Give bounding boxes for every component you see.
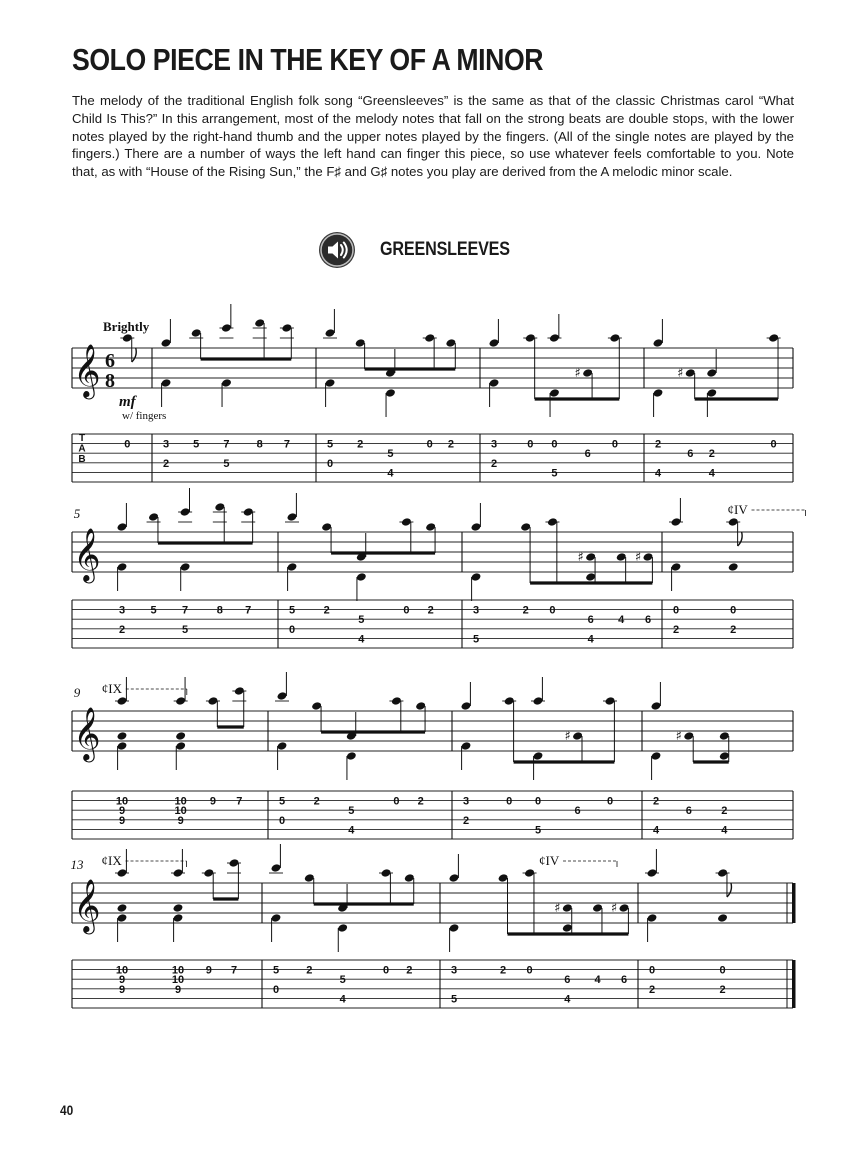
- tab-fret-number: 0: [611, 438, 618, 451]
- measure: [323, 309, 456, 479]
- tab-fret-number: 6: [584, 448, 591, 461]
- staff-system: [72, 672, 793, 839]
- tab-fret-number: 2: [730, 623, 737, 636]
- measure: [115, 677, 246, 827]
- tab-fret-number: 2: [719, 983, 726, 996]
- notehead: [117, 913, 128, 923]
- tab-fret-number: 9: [118, 974, 126, 987]
- notehead: [671, 562, 682, 572]
- tab-fret-number: 2: [447, 438, 454, 451]
- sharp-sign: ♯: [675, 729, 682, 744]
- notehead: [616, 552, 627, 562]
- notehead: [277, 691, 288, 701]
- notehead: [346, 751, 357, 761]
- tab-fret-number: 0: [527, 438, 534, 451]
- tab-fret-number: 0: [549, 604, 556, 617]
- tab-fret-number: 5: [450, 993, 458, 1006]
- measure-number: 9: [73, 685, 81, 700]
- music-score: [0, 300, 864, 1020]
- tab-fret-number: 4: [618, 614, 625, 627]
- notehead: [254, 318, 265, 328]
- notehead: [271, 863, 282, 873]
- tab-fret-number: 4: [721, 824, 728, 837]
- notehead: [533, 751, 544, 761]
- tab-fret-number: 9: [209, 795, 216, 808]
- tab-fret-number: 4: [594, 974, 601, 987]
- tab-fret-number: 0: [272, 983, 280, 996]
- tab-clef-letter: B: [78, 454, 86, 465]
- staff-system: [72, 488, 806, 648]
- tab-fret-number: 5: [193, 438, 200, 451]
- notehead: [325, 328, 336, 338]
- notehead: [706, 368, 717, 378]
- notehead: [653, 338, 664, 348]
- notehead: [471, 572, 482, 582]
- tab-fret-number: 0: [526, 964, 533, 977]
- tab-fret-number: 3: [118, 604, 126, 617]
- sharp-sign: ♯: [610, 901, 618, 916]
- intro-paragraph: The melody of the traditional English folk song “Greensleeves” is the same as that of the classic Christmas carol “What Child Is This?” In this arrangement, most of the melody notes that fall on the strong beats are double stops, with the lower notes played by the right-hand thumb and the upper notes played by the fingers. (All of the single notes are played by the fingers.) There are a number of ways the left hand can finger this piece, so use whatever feels comfortable to you. Note that, as with “House of the Rising Sun,” the F♯ and G♯ notes you play are derived from the A melodic minor scale.: [72, 93, 794, 180]
- tab-fret-number: 10: [174, 805, 187, 818]
- measure: [651, 682, 730, 836]
- notehead: [498, 873, 509, 883]
- tab-fret-number: 5: [551, 467, 558, 480]
- tab-fret-number: 2: [406, 964, 413, 977]
- tab-clef-letter: T: [78, 433, 86, 444]
- notehead: [717, 913, 728, 923]
- note-flag: [132, 348, 137, 362]
- tab-fret-number: 4: [358, 633, 365, 646]
- notehead: [619, 903, 630, 913]
- measure: [120, 333, 136, 450]
- tab-fret-number: 2: [313, 795, 320, 808]
- tab-fret-number: 5: [348, 805, 355, 818]
- tab-fret-number: 9: [174, 983, 182, 996]
- tab-fret-number: 4: [708, 467, 715, 480]
- tab-fret-number: 6: [620, 974, 628, 987]
- notehead: [685, 368, 696, 378]
- notehead: [117, 731, 128, 741]
- notehead: [647, 913, 658, 923]
- tab-fret-number: 0: [719, 964, 726, 977]
- tempo-marking: Brightly: [103, 319, 150, 334]
- staff-system: [72, 304, 793, 482]
- tab-fret-number: 2: [654, 438, 662, 451]
- measure: [269, 844, 415, 1005]
- tab-fret-number: 9: [177, 814, 184, 827]
- tab-fret-number: 2: [672, 623, 680, 636]
- treble-clef: 𝄞: [73, 527, 101, 581]
- tab-fret-number: 5: [326, 438, 334, 451]
- tab-fret-number: 5: [150, 604, 157, 617]
- barre-marking: ¢IV: [727, 502, 748, 517]
- tab-fret-number: 0: [506, 795, 513, 808]
- tab-fret-number: 0: [382, 964, 390, 977]
- barre-marking: ¢IX: [101, 853, 122, 868]
- tab-fret-number: 5: [182, 623, 189, 636]
- notehead: [449, 923, 460, 933]
- notehead: [585, 572, 596, 582]
- treble-clef: 𝄞: [73, 706, 101, 760]
- tab-fret-number: 5: [387, 448, 394, 461]
- tab-fret-number: 5: [278, 795, 286, 808]
- tab-fret-number: 2: [490, 457, 498, 470]
- sharp-sign: ♯: [577, 550, 584, 565]
- notehead: [191, 328, 202, 338]
- notehead: [173, 903, 184, 913]
- tab-fret-number: 4: [564, 993, 571, 1006]
- tab-fret-number: 8: [216, 604, 223, 617]
- tab-fret-number: 2: [652, 795, 660, 808]
- tab-fret-number: 0: [672, 604, 680, 617]
- sharp-sign: ♯: [574, 366, 581, 381]
- notehead: [117, 741, 128, 751]
- notehead: [175, 731, 186, 741]
- notehead: [582, 368, 593, 378]
- final-barline: [792, 960, 796, 1008]
- tab-fret-number: 5: [288, 604, 296, 617]
- barre-marking: ¢IV: [539, 853, 560, 868]
- measure: [461, 677, 617, 836]
- notehead: [719, 731, 730, 741]
- tab-fret-number: 6: [587, 614, 594, 627]
- notehead: [562, 903, 573, 913]
- notehead: [651, 701, 662, 711]
- measure-number: 13: [70, 857, 84, 872]
- page-number: 40: [60, 1102, 74, 1118]
- tab-fret-number: 7: [245, 604, 252, 617]
- tab-fret-number: 5: [534, 824, 542, 837]
- tab-fret-number: 9: [118, 814, 126, 827]
- notehead: [148, 512, 159, 522]
- measure: [669, 498, 742, 636]
- tab-fret-number: 2: [721, 805, 728, 818]
- song-header: [318, 230, 533, 270]
- notehead: [355, 338, 366, 348]
- tab-fret-number: 0: [403, 604, 410, 617]
- measure: [489, 314, 622, 479]
- notehead: [445, 338, 456, 348]
- notehead: [449, 873, 460, 883]
- notehead: [461, 741, 472, 751]
- tab-fret-number: 4: [654, 467, 662, 480]
- notehead: [562, 923, 573, 933]
- notehead: [415, 701, 426, 711]
- tab-fret-number: 4: [587, 633, 594, 646]
- notehead: [161, 338, 172, 348]
- speaker-icon[interactable]: [318, 231, 356, 269]
- notehead: [287, 562, 298, 572]
- tab-fret-number: 10: [115, 795, 129, 808]
- notehead: [728, 562, 739, 572]
- tab-fret-number: 5: [358, 614, 365, 627]
- notehead: [425, 522, 436, 532]
- measure: [115, 849, 241, 996]
- tab-fret-number: 2: [500, 964, 507, 977]
- note-flag: [738, 532, 743, 546]
- tab-fret-number: 6: [574, 805, 581, 818]
- notehead: [161, 378, 172, 388]
- sharp-sign: ♯: [634, 550, 642, 565]
- tab-fret-number: 9: [118, 983, 126, 996]
- tab-fret-number: 5: [272, 964, 280, 977]
- tab-fret-number: 4: [339, 993, 346, 1006]
- notehead: [572, 731, 583, 741]
- tab-fret-number: 6: [687, 448, 694, 461]
- notehead: [653, 388, 664, 398]
- tab-fret-number: 2: [417, 795, 424, 808]
- tab-fret-number: 3: [490, 438, 498, 451]
- notehead: [304, 873, 315, 883]
- measure: [653, 319, 781, 479]
- tab-fret-number: 7: [223, 438, 230, 451]
- notehead: [117, 522, 128, 532]
- dynamic-marking: mf: [119, 394, 136, 410]
- notehead: [221, 378, 232, 388]
- tab-fret-number: 2: [522, 604, 529, 617]
- barre-marking: ¢IX: [101, 681, 123, 696]
- tab-clef-letter: A: [78, 443, 86, 455]
- notehead: [520, 522, 531, 532]
- notehead: [643, 552, 654, 562]
- notehead: [180, 562, 191, 572]
- notehead: [651, 751, 662, 761]
- tab-fret-number: 3: [450, 964, 458, 977]
- notehead: [117, 903, 128, 913]
- tab-fret-number: 5: [223, 457, 230, 470]
- final-barline: [792, 883, 796, 923]
- tab-fret-number: 2: [708, 448, 715, 461]
- tab-fret-number: 0: [770, 438, 777, 451]
- tab-fret-number: 0: [124, 438, 131, 451]
- measure: [161, 304, 294, 470]
- tab-fret-number: 3: [472, 604, 480, 617]
- notehead: [489, 378, 500, 388]
- tab-fret-number: 2: [462, 814, 470, 827]
- time-signature-bottom: 8: [105, 370, 115, 392]
- tab-fret-number: 9: [118, 805, 126, 818]
- notehead: [337, 923, 348, 933]
- notehead: [719, 751, 730, 761]
- tab-fret-number: 2: [162, 457, 170, 470]
- measure: [285, 493, 436, 645]
- tab-fret-number: 2: [118, 623, 126, 636]
- tab-fret-number: 6: [564, 974, 571, 987]
- tab-fret-number: 3: [462, 795, 470, 808]
- notehead: [585, 552, 596, 562]
- measure: [471, 503, 654, 645]
- tab-fret-number: 10: [171, 964, 185, 977]
- tab-fret-number: 6: [644, 614, 652, 627]
- measure: [645, 849, 731, 996]
- tab-fret-number: 2: [427, 604, 434, 617]
- tab-fret-number: 10: [171, 974, 185, 987]
- treble-clef: 𝄞: [73, 878, 101, 932]
- notehead: [706, 388, 717, 398]
- tab-fret-number: 9: [205, 964, 212, 977]
- technique-label: w/ fingers: [122, 410, 167, 422]
- tab-fret-number: 2: [648, 983, 656, 996]
- notehead: [277, 741, 288, 751]
- notehead: [404, 873, 415, 883]
- notehead: [271, 913, 282, 923]
- tab-fret-number: 7: [182, 604, 189, 617]
- notehead: [471, 522, 482, 532]
- notehead: [489, 338, 500, 348]
- tab-fret-number: 7: [236, 795, 243, 808]
- notehead: [117, 562, 128, 572]
- notehead: [461, 701, 472, 711]
- tab-fret-number: 0: [648, 964, 656, 977]
- notehead: [325, 378, 336, 388]
- tab-fret-number: 2: [306, 964, 313, 977]
- notehead: [321, 522, 332, 532]
- tab-fret-number: 10: [174, 795, 187, 808]
- tab-fret-number: 0: [551, 438, 558, 451]
- tab-fret-number: 7: [230, 964, 238, 977]
- tab-fret-number: 0: [288, 623, 296, 636]
- tab-fret-number: 0: [606, 795, 614, 808]
- sharp-sign: ♯: [554, 901, 561, 916]
- notehead: [311, 701, 322, 711]
- notehead: [549, 388, 560, 398]
- time-signature-top: 6: [105, 350, 115, 372]
- notehead: [385, 388, 396, 398]
- notehead: [173, 913, 184, 923]
- tab-fret-number: 0: [534, 795, 542, 808]
- tab-fret-number: 6: [685, 805, 692, 818]
- notehead: [287, 512, 298, 522]
- page-title: SOLO PIECE IN THE KEY OF A MINOR: [72, 42, 544, 77]
- sharp-sign: ♯: [564, 729, 571, 744]
- measure: [449, 854, 630, 1005]
- note-flag: [727, 883, 732, 897]
- measure: [275, 672, 426, 836]
- sharp-sign: ♯: [677, 366, 684, 381]
- tab-fret-number: 5: [472, 633, 480, 646]
- tab-fret-number: 0: [326, 457, 334, 470]
- treble-clef: 𝄞: [73, 343, 101, 397]
- measure-number: 5: [73, 506, 81, 521]
- tab-fret-number: 0: [278, 814, 286, 827]
- tab-fret-number: 0: [730, 604, 737, 617]
- tab-fret-number: 10: [115, 964, 129, 977]
- notehead: [592, 903, 603, 913]
- tab-fret-number: 4: [348, 824, 355, 837]
- staff-system: [71, 844, 796, 1008]
- tab-fret-number: 2: [323, 604, 330, 617]
- tab-fret-number: 7: [283, 438, 290, 451]
- tab-fret-number: 2: [357, 438, 364, 451]
- tab-fret-number: 4: [387, 467, 394, 480]
- notehead: [356, 572, 367, 582]
- notehead: [214, 502, 225, 512]
- tab-fret-number: 4: [652, 824, 660, 837]
- tab-fret-number: 8: [256, 438, 263, 451]
- tab-fret-number: 0: [426, 438, 433, 451]
- notehead: [175, 741, 186, 751]
- tab-fret-number: 3: [162, 438, 170, 451]
- song-title: GREENSLEEVES: [380, 239, 510, 260]
- notehead: [683, 731, 694, 741]
- tab-fret-number: 5: [339, 974, 346, 987]
- tab-fret-number: 0: [393, 795, 400, 808]
